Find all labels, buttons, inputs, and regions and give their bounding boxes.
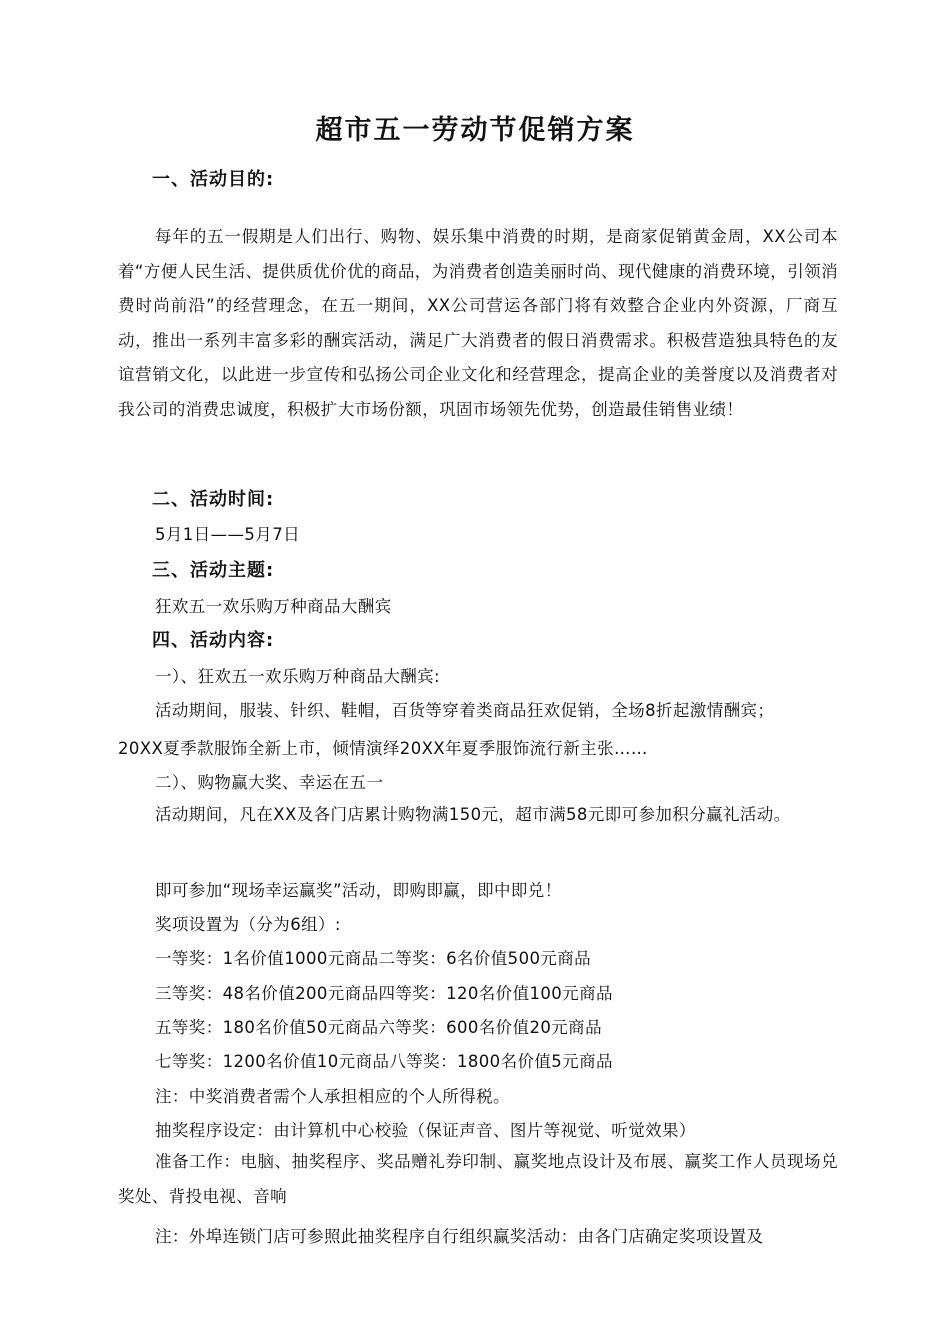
text-prize-setting: 奖项设置为（分为6组）:	[155, 915, 341, 934]
document-title: 超市五一劳动节促销方案	[315, 115, 635, 146]
text-tax-note: 注：中奖消费者需个人承担相应的个人所得税。	[155, 1087, 510, 1106]
text-theme: 狂欢五一欢乐购万种商品大酬宾	[155, 597, 392, 616]
subheading-lottery: 二）、购物赢大奖、幸运在五一	[155, 773, 384, 792]
paragraph-preparation: 准备工作：电脑、抽奖程序、奖品赠礼券印制、赢奖地点设计及布展、赢奖工作人员现场兑奖处、背投电视、音响	[118, 1152, 838, 1206]
text-prize-row1: 一等奖：1名价值1000元商品二等奖：6名价值500元商品	[155, 949, 592, 968]
heading-content: 四、活动内容:	[152, 630, 275, 651]
paragraph-lottery: 活动期间，凡在XX及各门店累计购物满150元，超市满58元即可参加积分赢礼活动。	[155, 805, 791, 824]
text-branch-note: 注：外埠连锁门店可参照此抽奖程序自行组织赢奖活动：由各门店确定奖项设置及	[155, 1227, 764, 1246]
text-time: 5月1日——5月7日	[155, 525, 300, 544]
text-instant-win: 即可参加“现场幸运赢奖”活动，即购即赢，即中即兑！	[155, 881, 562, 900]
subheading-sale: 一）、狂欢五一欢乐购万种商品大酬宾:	[155, 667, 441, 686]
heading-theme: 三、活动主题:	[152, 560, 275, 581]
paragraph-purpose: 每年的五一假期是人们出行、购物、娱乐集中消费的时期，是商家促销黄金周，XX公司本着“方便人民生活、提供质优价优的商品，为消费者创造美丽时尚、现代健康的消费环境，引领消费时尚前沿”的经营理念，在五一期间，XX公司营运各部门将有效整合企业内外资源，厂商互动，推出一系列丰富多彩的酬宾活动，满足广大消费者的假日消费需求。积极营造独具特色的友谊营销文化，以此进一步宣传和弘扬公司企业文化和经营理念，提高企业的美誉度以及消费者对我公司的消费忠诚度，积极扩大市场份额，巩固市场领先优势，创造最佳销售业绩！	[118, 227, 838, 419]
text-sale-line1: 活动期间，服装、针织、鞋帽，百货等穿着类商品狂欢促销，全场8折起激情酬宾；	[155, 701, 775, 720]
text-lottery-program: 抽奖程序设定：由计算机中心校验（保证声音、图片等视觉、听觉效果）	[155, 1121, 696, 1140]
text-prize-row2: 三等奖：48名价值200元商品四等奖：120名价值100元商品	[155, 984, 613, 1003]
heading-time: 二、活动时间:	[152, 489, 275, 510]
text-sale-line2: 20XX夏季款服饰全新上市，倾情演绎20XX年夏季服饰流行新主张……	[118, 739, 648, 758]
text-prize-row4: 七等奖：1200名价值10元商品八等奖：1800名价值5元商品	[155, 1052, 613, 1071]
text-prize-row3: 五等奖：180名价值50元商品六等奖：600名价值20元商品	[155, 1018, 602, 1037]
heading-purpose: 一、活动目的:	[152, 169, 275, 190]
